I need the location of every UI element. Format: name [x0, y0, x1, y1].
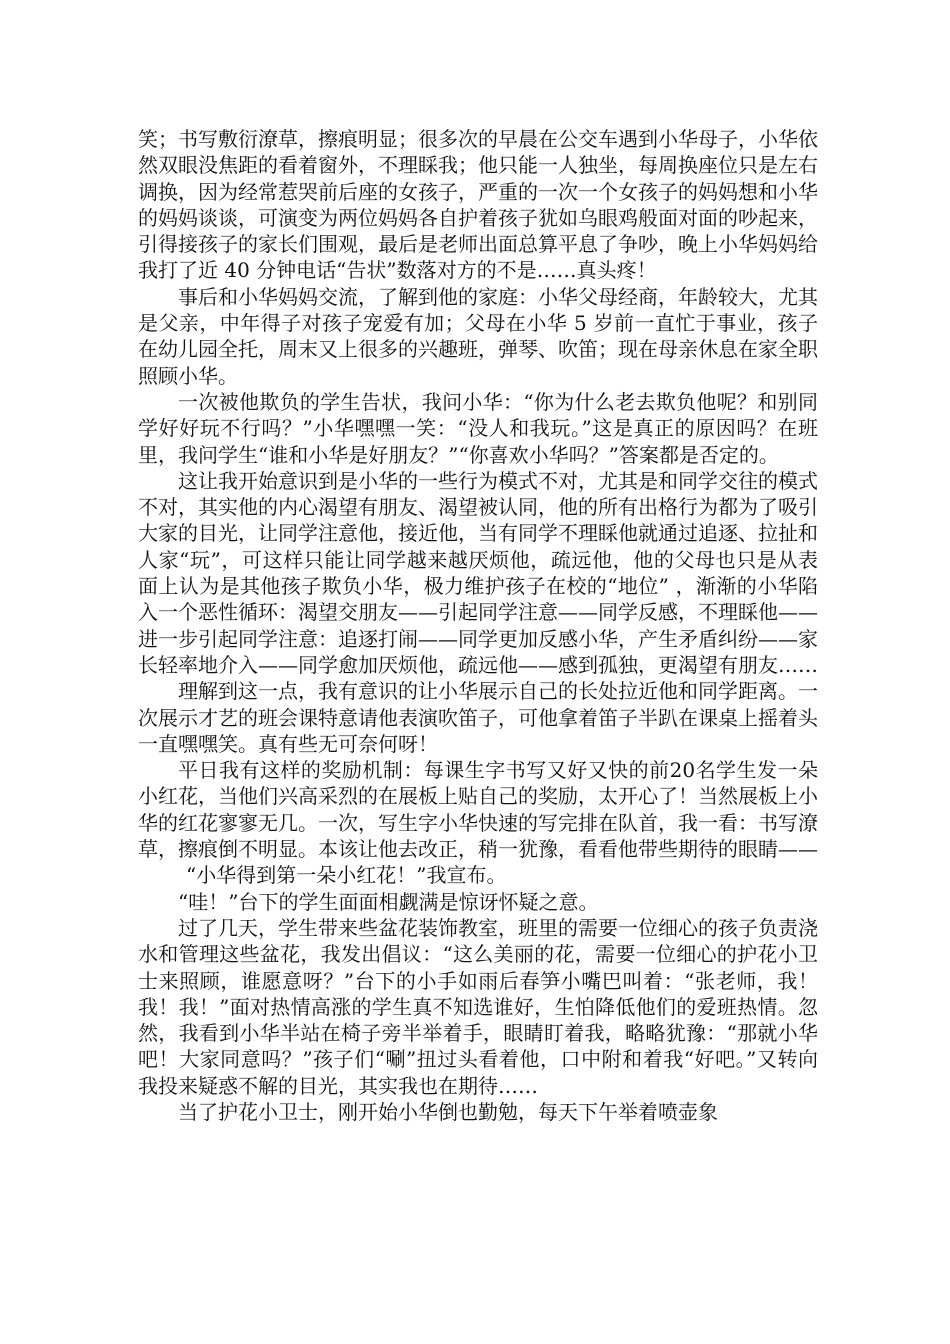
- paragraph-flower-guardian: 过了几天，学生带来些盆花装饰教室，班里的需要一位细心的孩子负责浇水和管理这些盆花，我发出倡议：“这么美丽的花，需要一位细心的护花小卫士来照顾，谁愿意呀？”台下的小手如雨后春笋小嘴巴叫着：“张老师，我！我！我！”面对热情高涨的学生真不知选谁好，生怕降低他们的爱班热情。忽然，我看到小华半站在椅子旁半举着手，眼睛盯着我，略略犹豫：“那就小华吧！大家同意吗？”孩子们“唰”扭过头看着他，口中附和着我“好吧。”又转向我投来疑惑不解的目光，其实我也在期待……: [138, 915, 818, 1098]
- paragraph-behavior-analysis: 这让我开始意识到是小华的一些行为模式不对，尤其是和同学交往的模式不对，其实他的内心渴望有朋友、渴望被认同，他的所有出格行为都为了吸引大家的目光，让同学注意他，接近他，当有同学不理睬他就通过追逐、拉扯和人家“玩”，可这样只能让同学越来越厌烦他，疏远他，他的父母也只是从表面上认为是其他孩子欺负小华，极力维护孩子在校的“地位” ，渐渐的小华陷入一个恶性循环：渴望交朋友——引起同学注意——同学反感，不理睬他——进一步引起同学注意：追逐打闹——同学更加反感小华，产生矛盾纠纷——家长轻率地介入——同学愈加厌烦他，疏远他——感到孤独，更渴望有朋友……: [138, 468, 818, 677]
- paragraph-continuation: 笑；书写敷衍潦草，擦痕明显；很多次的早晨在公交车遇到小华母子，小华依然双眼没焦距的看着窗外，不理睬我；他只能一人独坐，每周换座位只是左右调换，因为经常惹哭前后座的女孩子，严重的一次一个女孩子的妈妈想和小华的妈妈谈谈，可演变为两位妈妈各自护着孩子犹如乌眼鸡般面对面的吵起来，引得接孩子的家长们围观，最后是老师出面总算平息了争吵，晚上小华妈妈给我打了近 40 分钟电话“告状”数落对方的不是……真头疼！: [138, 127, 818, 283]
- paragraph-complaint-dialogue: 一次被他欺负的学生告状，我问小华：“你为什么老去欺负他呢？和别同学好好玩不行吗？”小华嘿嘿一笑：“没人和我玩。”这是真正的原因吗？在班里，我问学生“谁和小华是好朋友？”“你喜欢小华吗？”答案都是否定的。: [138, 389, 818, 467]
- paragraph-guardian-duty: 当了护花小卫士，刚开始小华倒也勤勉，每天下午举着喷壶象: [178, 1099, 718, 1124]
- document-body: [138, 126, 818, 1125]
- paragraph-announcement: “小华得到第一朵小红花！”我宣布。: [186, 863, 507, 888]
- paragraph-family-background: 事后和小华妈妈交流，了解到他的家庭：小华父母经商，年龄较大，尤其是父亲，中年得子对孩子宠爱有加；父母在小华 5 岁前一直忙于事业，孩子在幼儿园全托，周末又上很多的兴趣班，弹琴、吹笛；现在母亲休息在家全职照顾小华。: [138, 284, 818, 388]
- paragraph-reward-system: 平日我有这样的奖励机制：每课生字书写又好又快的前20名学生发一朵小红花，当他们兴高采烈的在展板上贴自己的奖励，太开心了！当然展板上小华的红花寥寥无几。一次，写生字小华快速的写完排在队首，我一看：书写潦草，擦痕倒不明显。本该让他去改正，稍一犹豫，看看他带些期待的眼睛——: [138, 758, 818, 862]
- paragraph-flute-performance: 理解到这一点，我有意识的让小华展示自己的长处拉近他和同学距离。一次展示才艺的班会课特意请他表演吹笛子，可他拿着笛子半趴在课桌上摇着头一直嘿嘿笑。真有些无可奈何呀！: [138, 679, 818, 756]
- paragraph-student-reaction: “哇！”台下的学生面面相觑满是惊讶怀疑之意。: [178, 889, 599, 914]
